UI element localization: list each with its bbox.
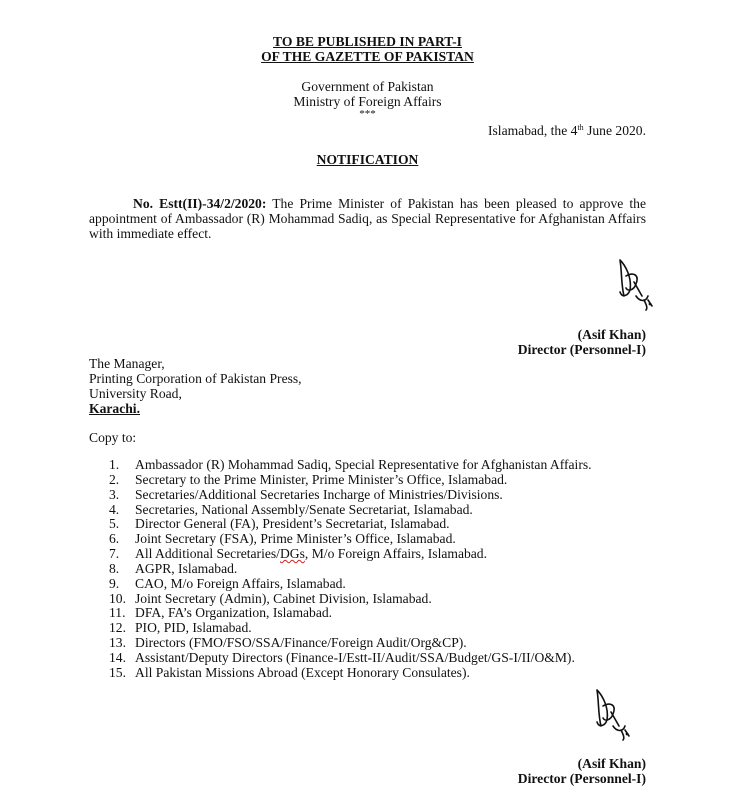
addressee-line-1: The Manager, [89,356,165,371]
list-item: 11. DFA, FA’s Organization, Islamabad. [109,605,333,621]
list-item: 4. Secretaries, National Assembly/Senate Secretariat, Islamabad. [109,501,473,517]
notification-ref: No. Estt(II)-34/2/2020: [133,196,267,211]
government-name: Government of Pakistan [301,79,434,94]
gazette-header-line-2: OF THE GAZETTE OF PAKISTAN [261,49,474,64]
date-line [488,123,646,138]
notification-title: NOTIFICATION [316,152,419,167]
signatory-name-2: (Asif Khan) [577,756,646,771]
addressee-line-3: University Road, [89,386,182,401]
addressee-line-2: Printing Corporation of Pakistan Press, [89,371,302,386]
list-item: 5. Director General (FA), President’s Secretariat, Islamabad. [109,516,450,532]
gazette-header-line-1: TO BE PUBLISHED IN PART-I [273,34,462,49]
signature-1 [612,256,656,312]
separator-stars: *** [359,108,376,120]
copy-to-list [109,458,669,681]
spellcheck-word: DGs [279,546,305,562]
list-item: 9. CAO, M/o Foreign Affairs, Islamabad. [109,575,346,591]
list-item: 15. All Pakistan Missions Abroad (Except Honorary Consulates). [109,664,470,680]
signatory-designation-2: Director (Personnel-I) [517,771,646,786]
list-item: 7. All Additional Secretaries/DGs, M/o Foreign Affairs, Islamabad. [109,546,488,562]
notification-paragraph [89,196,646,241]
ministry-name: Ministry of Foreign Affairs [293,94,442,109]
signature-2 [588,686,634,742]
date-prefix: Islamabad, the 4 [487,123,578,138]
list-item: 1. Ambassador (R) Mohammad Sadiq, Special Representative for Afghanistan Affairs. [109,457,592,472]
list-item: 3. Secretaries/Additional Secretaries Incharge of Ministries/Divisions. [109,486,503,502]
list-item: 8. AGPR, Islamabad. [109,560,238,576]
list-item: 10. Joint Secretary (Admin), Cabinet Division, Islamabad. [109,590,432,606]
date-rest: June 2020. [583,123,646,138]
signatory-name: (Asif Khan) [577,327,646,342]
signatory-designation: Director (Personnel-I) [517,342,646,357]
list-item: 13. Directors (FMO/FSO/SSA/Finance/Foreign Audit/Org&CP). [109,635,467,651]
list-item: 2. Secretary to the Prime Minister, Prime Minister’s Office, Islamabad. [109,471,508,487]
list-item: 6. Joint Secretary (FSA), Prime Minister’s Office, Islamabad. [109,531,456,547]
date-ordinal: th [577,123,584,132]
addressee-city: Karachi. [89,401,140,416]
notification-text: The Prime Minister of Pakistan has been pleased to approve the appointment of Ambassador (R) Mohammad Sadiq, as Special Representative for Afghanistan Affairs with immediate effect. [89,196,646,241]
list-item: 12. PIO, PID, Islamabad. [109,620,252,636]
list-item: 14. Assistant/Deputy Directors (Finance-I/Estt-II/Audit/SSA/Budget/GS-I/II/O&M). [109,649,575,665]
copy-to-label: Copy to: [89,430,137,445]
